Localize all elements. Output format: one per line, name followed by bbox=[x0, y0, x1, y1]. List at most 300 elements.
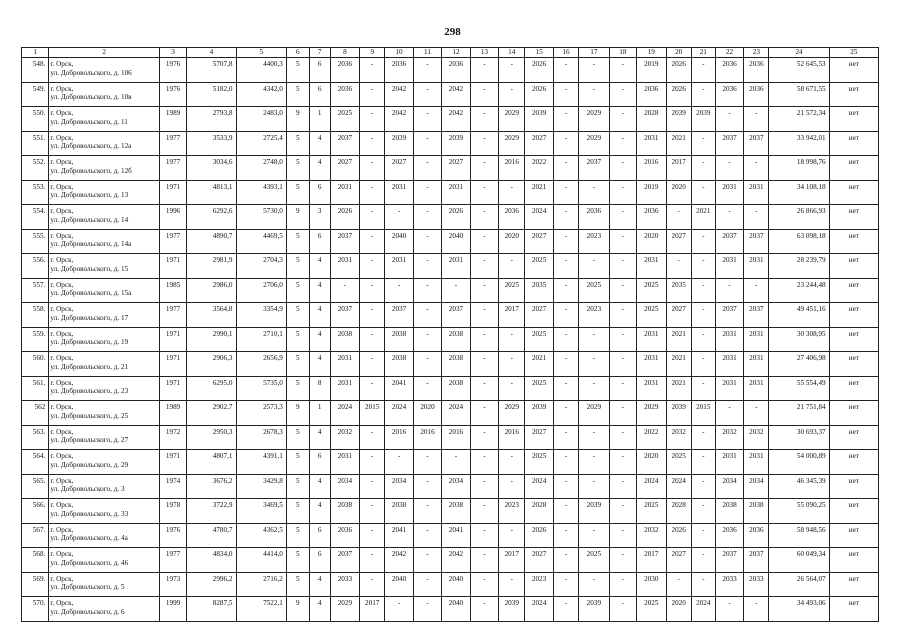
cell-area1: 3533,9 bbox=[187, 131, 236, 156]
cell-c16: - bbox=[553, 548, 578, 573]
cell-c13: - bbox=[470, 376, 498, 401]
cell-c22: 2031 bbox=[715, 352, 743, 377]
cell-c16: - bbox=[553, 401, 578, 426]
cell-num: 551. bbox=[22, 131, 49, 156]
cell-c14: 2029 bbox=[499, 401, 525, 426]
cell-c10: 2027 bbox=[385, 156, 413, 181]
column-number-header: 5 bbox=[236, 48, 286, 58]
cell-c13: - bbox=[470, 58, 498, 83]
cell-c15: 2027 bbox=[525, 131, 553, 156]
cell-c9: - bbox=[360, 425, 385, 450]
cell-c13: - bbox=[470, 229, 498, 254]
cell-entr: 4 bbox=[309, 327, 330, 352]
cell-cost: 58 948,56 bbox=[769, 523, 829, 548]
cell-c23: 2037 bbox=[744, 229, 769, 254]
cell-c16: - bbox=[553, 425, 578, 450]
address-cell bbox=[49, 156, 160, 181]
address-city: г. Орск, bbox=[50, 207, 74, 215]
table-body bbox=[22, 58, 879, 622]
cell-c22: 2032 bbox=[715, 425, 743, 450]
cell-c8: 2038 bbox=[330, 499, 360, 524]
cell-c18: - bbox=[609, 548, 636, 573]
cell-c17: - bbox=[579, 376, 610, 401]
cell-c25: нет bbox=[829, 376, 878, 401]
cell-area2: 4414,0 bbox=[236, 548, 286, 573]
cell-c9: - bbox=[360, 303, 385, 328]
cell-entr: 6 bbox=[309, 548, 330, 573]
address-city: г. Орск, bbox=[50, 525, 74, 534]
address-cell bbox=[49, 205, 160, 230]
cell-area1: 5182,0 bbox=[187, 82, 236, 107]
cell-c14: - bbox=[499, 572, 525, 597]
table-row bbox=[22, 523, 879, 548]
cell-entr: 6 bbox=[309, 58, 330, 83]
table-row bbox=[22, 450, 879, 475]
cell-c8: 2025 bbox=[330, 107, 360, 132]
cell-c22: 2037 bbox=[715, 548, 743, 573]
cell-c25: нет bbox=[829, 205, 878, 230]
cell-c14: - bbox=[499, 180, 525, 205]
cell-c17: 2023 bbox=[579, 229, 610, 254]
cell-c25: нет bbox=[829, 450, 878, 475]
cell-cost: 34 493,06 bbox=[769, 597, 829, 622]
cell-c19: 2031 bbox=[637, 352, 667, 377]
cell-c21: - bbox=[691, 376, 715, 401]
cell-cost: 21 572,34 bbox=[769, 107, 829, 132]
table-row bbox=[22, 58, 879, 83]
cell-c16: - bbox=[553, 327, 578, 352]
cell-c14: 2025 bbox=[499, 278, 525, 303]
cell-area2: 2710,1 bbox=[236, 327, 286, 352]
cell-c25: нет bbox=[829, 572, 878, 597]
cell-c25: нет bbox=[829, 474, 878, 499]
address-street: ул. Добровольского, д. 12а bbox=[50, 142, 132, 150]
cell-floors: 5 bbox=[286, 376, 309, 401]
cell-c16: - bbox=[553, 205, 578, 230]
cell-c11: - bbox=[413, 572, 441, 597]
cell-year: 1977 bbox=[159, 229, 186, 254]
cell-entr: 6 bbox=[309, 229, 330, 254]
cell-c9: - bbox=[360, 499, 385, 524]
cell-entr: 4 bbox=[309, 278, 330, 303]
cell-c17: 2036 bbox=[579, 205, 610, 230]
cell-c13: - bbox=[470, 82, 498, 107]
cell-c12: 2031 bbox=[442, 254, 470, 279]
cell-area1: 2793,8 bbox=[187, 107, 236, 132]
cell-c19: 2016 bbox=[637, 156, 667, 181]
cell-c25: нет bbox=[829, 58, 878, 83]
table-row bbox=[22, 499, 879, 524]
cell-c22: 2037 bbox=[715, 131, 743, 156]
cell-c22: - bbox=[715, 156, 743, 181]
cell-c13: - bbox=[470, 131, 498, 156]
cell-c15: 2021 bbox=[525, 180, 553, 205]
cell-c12: 2040 bbox=[442, 229, 470, 254]
cell-c8: 2029 bbox=[330, 597, 360, 622]
cell-c20: 2028 bbox=[666, 499, 691, 524]
cell-c18: - bbox=[609, 523, 636, 548]
cell-c18: - bbox=[609, 572, 636, 597]
cell-c15: 2024 bbox=[525, 474, 553, 499]
cell-c18: - bbox=[609, 499, 636, 524]
cell-entr: 1 bbox=[309, 401, 330, 426]
cell-area2: 4391,1 bbox=[236, 450, 286, 475]
cell-c20: 2027 bbox=[666, 229, 691, 254]
column-number-header: 1 bbox=[22, 48, 49, 58]
cell-cost: 46 345,39 bbox=[769, 474, 829, 499]
cell-c17: - bbox=[579, 352, 610, 377]
cell-c22: - bbox=[715, 401, 743, 426]
cell-c8: 2036 bbox=[330, 58, 360, 83]
address-cell bbox=[49, 401, 160, 426]
cell-c9: - bbox=[360, 278, 385, 303]
cell-num: 570. bbox=[22, 597, 49, 622]
cell-c11: - bbox=[413, 327, 441, 352]
cell-c22: 2038 bbox=[715, 499, 743, 524]
cell-c25: нет bbox=[829, 131, 878, 156]
column-number-header: 14 bbox=[499, 48, 525, 58]
cell-area1: 3722,9 bbox=[187, 499, 236, 524]
table-row bbox=[22, 229, 879, 254]
column-number-header: 19 bbox=[637, 48, 667, 58]
column-number-header: 4 bbox=[187, 48, 236, 58]
cell-floors: 5 bbox=[286, 572, 309, 597]
cell-c22: 2031 bbox=[715, 180, 743, 205]
cell-c15: 2024 bbox=[525, 597, 553, 622]
cell-c21: - bbox=[691, 254, 715, 279]
address-street: ул. Добровольского, д. 4а bbox=[50, 534, 128, 542]
cell-entr: 6 bbox=[309, 450, 330, 475]
cell-c12: 2027 bbox=[442, 156, 470, 181]
cell-c17: 2023 bbox=[579, 303, 610, 328]
cell-area2: 5735,0 bbox=[236, 376, 286, 401]
cell-c14: - bbox=[499, 254, 525, 279]
cell-c25: нет bbox=[829, 548, 878, 573]
cell-c23: 2033 bbox=[744, 572, 769, 597]
cell-cost: 54 000,89 bbox=[769, 450, 829, 475]
cell-c21: - bbox=[691, 523, 715, 548]
address-cell bbox=[49, 352, 160, 377]
cell-c19: 2025 bbox=[637, 499, 667, 524]
cell-area2: 3429,8 bbox=[236, 474, 286, 499]
cell-c25: нет bbox=[829, 327, 878, 352]
cell-c20: 2027 bbox=[666, 548, 691, 573]
cell-c9: - bbox=[360, 58, 385, 83]
address-city: г. Орск, bbox=[50, 84, 74, 93]
table-row bbox=[22, 131, 879, 156]
cell-c16: - bbox=[553, 474, 578, 499]
address-street: ул. Добровольского, д. 27 bbox=[50, 436, 129, 444]
address-city: г. Орск, bbox=[50, 305, 74, 313]
cell-num: 562 bbox=[22, 401, 49, 426]
cell-c10: 2039 bbox=[385, 131, 413, 156]
cell-c15: 2039 bbox=[525, 401, 553, 426]
table-row bbox=[22, 572, 879, 597]
cell-c15: 2022 bbox=[525, 156, 553, 181]
cell-c19: 2020 bbox=[637, 450, 667, 475]
cell-c16: - bbox=[553, 597, 578, 622]
cell-c23: - bbox=[744, 205, 769, 230]
cell-c8: 2037 bbox=[330, 303, 360, 328]
cell-c14: 2029 bbox=[499, 131, 525, 156]
cell-c16: - bbox=[553, 58, 578, 83]
cell-c11: - bbox=[413, 303, 441, 328]
address-street: ул. Добровольского, д. 13 bbox=[50, 191, 129, 199]
cell-c13: - bbox=[470, 548, 498, 573]
address-street: ул. Добровольского, д. 3 bbox=[50, 485, 125, 493]
cell-c20: 2026 bbox=[666, 523, 691, 548]
cell-area1: 4807,1 bbox=[187, 450, 236, 475]
column-number-header: 18 bbox=[609, 48, 636, 58]
cell-num: 564. bbox=[22, 450, 49, 475]
address-city: г. Орск, bbox=[50, 476, 74, 485]
table-row bbox=[22, 254, 879, 279]
cell-cost: 26 866,93 bbox=[769, 205, 829, 230]
cell-year: 1976 bbox=[159, 82, 186, 107]
table-row bbox=[22, 180, 879, 205]
cell-c17: - bbox=[579, 474, 610, 499]
cell-num: 565. bbox=[22, 474, 49, 499]
cell-c13: - bbox=[470, 352, 498, 377]
address-cell bbox=[49, 450, 160, 475]
cell-c9: - bbox=[360, 229, 385, 254]
cell-c23: 2038 bbox=[744, 499, 769, 524]
cell-year: 1971 bbox=[159, 450, 186, 475]
cell-cost: 33 942,01 bbox=[769, 131, 829, 156]
cell-c12: - bbox=[442, 278, 470, 303]
cell-c17: - bbox=[579, 450, 610, 475]
cell-floors: 5 bbox=[286, 229, 309, 254]
cell-c25: нет bbox=[829, 425, 878, 450]
cell-c23: 2031 bbox=[744, 327, 769, 352]
cell-num: 568. bbox=[22, 548, 49, 573]
address-street: ул. Добровольского, д. 46 bbox=[50, 558, 129, 567]
address-cell bbox=[49, 131, 160, 156]
address-city: г. Орск, bbox=[50, 574, 74, 583]
cell-cost: 30 308,95 bbox=[769, 327, 829, 352]
cell-c22: 2033 bbox=[715, 572, 743, 597]
cell-c17: 2029 bbox=[579, 107, 610, 132]
cell-c13: - bbox=[470, 425, 498, 450]
cell-entr: 4 bbox=[309, 474, 330, 499]
cell-c15: 2021 bbox=[525, 352, 553, 377]
cell-year: 1978 bbox=[159, 499, 186, 524]
cell-area2: 2748,0 bbox=[236, 156, 286, 181]
address-city: г. Орск, bbox=[50, 599, 74, 607]
cell-c10: 2024 bbox=[385, 401, 413, 426]
column-number-header: 3 bbox=[159, 48, 186, 58]
cell-c16: - bbox=[553, 156, 578, 181]
cell-year: 1971 bbox=[159, 327, 186, 352]
cell-c11: - bbox=[413, 499, 441, 524]
table-row bbox=[22, 352, 879, 377]
cell-c12: 2039 bbox=[442, 131, 470, 156]
cell-c18: - bbox=[609, 303, 636, 328]
cell-c18: - bbox=[609, 450, 636, 475]
cell-c21: - bbox=[691, 180, 715, 205]
address-city: г. Орск, bbox=[50, 60, 74, 68]
address-cell bbox=[49, 229, 160, 254]
cell-year: 1971 bbox=[159, 352, 186, 377]
cell-c15: 2023 bbox=[525, 572, 553, 597]
cell-num: 558. bbox=[22, 303, 49, 328]
cell-c22: 2031 bbox=[715, 376, 743, 401]
cell-num: 559. bbox=[22, 327, 49, 352]
cell-c8: 2037 bbox=[330, 229, 360, 254]
cell-c25: нет bbox=[829, 254, 878, 279]
cell-year: 1971 bbox=[159, 376, 186, 401]
cell-c8: 2031 bbox=[330, 352, 360, 377]
address-city: г. Орск, bbox=[50, 550, 74, 558]
cell-c18: - bbox=[609, 180, 636, 205]
cell-entr: 4 bbox=[309, 597, 330, 622]
cell-c12: 2038 bbox=[442, 376, 470, 401]
cell-c17: - bbox=[579, 82, 610, 107]
cell-floors: 5 bbox=[286, 548, 309, 573]
cell-c15: 2025 bbox=[525, 254, 553, 279]
address-city: г. Орск, bbox=[50, 256, 74, 264]
cell-c18: - bbox=[609, 597, 636, 622]
cell-floors: 5 bbox=[286, 82, 309, 107]
cell-c20: 2021 bbox=[666, 352, 691, 377]
cell-c9: - bbox=[360, 205, 385, 230]
cell-c11: - bbox=[413, 180, 441, 205]
cell-c11: - bbox=[413, 58, 441, 83]
cell-c9: 2015 bbox=[360, 401, 385, 426]
cell-c18: - bbox=[609, 107, 636, 132]
cell-year: 1976 bbox=[159, 523, 186, 548]
column-number-row bbox=[22, 48, 879, 58]
cell-area2: 2656,9 bbox=[236, 352, 286, 377]
address-cell bbox=[49, 303, 160, 328]
cell-year: 1974 bbox=[159, 474, 186, 499]
cell-c25: нет bbox=[829, 523, 878, 548]
address-street: ул. Добровольского, д. 23 bbox=[50, 387, 129, 395]
column-number-header: 25 bbox=[829, 48, 878, 58]
cell-c11: - bbox=[413, 474, 441, 499]
cell-c22: 2031 bbox=[715, 254, 743, 279]
address-city: г. Орск, bbox=[50, 280, 74, 289]
housing-registry-table bbox=[21, 47, 879, 622]
cell-num: 563. bbox=[22, 425, 49, 450]
cell-num: 554. bbox=[22, 205, 49, 230]
cell-c19: 2030 bbox=[637, 572, 667, 597]
cell-c11: - bbox=[413, 597, 441, 622]
cell-floors: 5 bbox=[286, 254, 309, 279]
cell-year: 1977 bbox=[159, 303, 186, 328]
cell-c11: - bbox=[413, 376, 441, 401]
cell-entr: 8 bbox=[309, 376, 330, 401]
cell-c25: нет bbox=[829, 156, 878, 181]
cell-c9: - bbox=[360, 474, 385, 499]
cell-cost: 21 751,84 bbox=[769, 401, 829, 426]
address-city: г. Орск, bbox=[50, 501, 74, 509]
cell-c17: 2039 bbox=[579, 597, 610, 622]
cell-c21: - bbox=[691, 58, 715, 83]
address-cell bbox=[49, 327, 160, 352]
cell-c23: 2036 bbox=[744, 523, 769, 548]
cell-c10: 2036 bbox=[385, 58, 413, 83]
cell-c22: - bbox=[715, 205, 743, 230]
cell-c8: 2037 bbox=[330, 548, 360, 573]
cell-year: 1985 bbox=[159, 278, 186, 303]
address-street: ул. Добровольского, д. 106 bbox=[50, 68, 132, 77]
cell-area2: 2706,0 bbox=[236, 278, 286, 303]
cell-c15: 2027 bbox=[525, 229, 553, 254]
cell-area2: 4393,1 bbox=[236, 180, 286, 205]
cell-c11: - bbox=[413, 352, 441, 377]
cell-year: 1972 bbox=[159, 425, 186, 450]
address-cell bbox=[49, 572, 160, 597]
column-number-header: 24 bbox=[769, 48, 829, 58]
cell-c9: - bbox=[360, 107, 385, 132]
cell-area1: 2902,7 bbox=[187, 401, 236, 426]
cell-c22: 2037 bbox=[715, 303, 743, 328]
cell-c13: - bbox=[470, 180, 498, 205]
cell-c14: 2016 bbox=[499, 425, 525, 450]
cell-c23: - bbox=[744, 401, 769, 426]
cell-c22: 2037 bbox=[715, 229, 743, 254]
address-street: ул. Добровольского, д. 14 bbox=[50, 215, 129, 224]
cell-c12: 2042 bbox=[442, 82, 470, 107]
cell-area1: 3034,6 bbox=[187, 156, 236, 181]
cell-c19: 2022 bbox=[637, 425, 667, 450]
cell-c25: нет bbox=[829, 180, 878, 205]
cell-c17: 2039 bbox=[579, 499, 610, 524]
cell-c12: 2042 bbox=[442, 107, 470, 132]
table-row bbox=[22, 278, 879, 303]
cell-c12: 2042 bbox=[442, 548, 470, 573]
cell-floors: 5 bbox=[286, 450, 309, 475]
cell-area1: 3564,8 bbox=[187, 303, 236, 328]
cell-c8: 2034 bbox=[330, 474, 360, 499]
cell-year: 1976 bbox=[159, 58, 186, 83]
cell-c18: - bbox=[609, 82, 636, 107]
cell-c8: 2036 bbox=[330, 523, 360, 548]
address-street: ул. Добровольского, д. 14а bbox=[50, 240, 132, 248]
cell-c19: 2019 bbox=[637, 180, 667, 205]
cell-area2: 3354,9 bbox=[236, 303, 286, 328]
cell-cost: 55 090,25 bbox=[769, 499, 829, 524]
address-city: г. Орск, bbox=[50, 329, 74, 338]
cell-floors: 5 bbox=[286, 352, 309, 377]
cell-c12: 2034 bbox=[442, 474, 470, 499]
column-number-header: 15 bbox=[525, 48, 553, 58]
cell-c9: - bbox=[360, 572, 385, 597]
cell-c21: - bbox=[691, 450, 715, 475]
address-city: г. Орск, bbox=[50, 403, 74, 411]
table-row bbox=[22, 474, 879, 499]
cell-c10: 2016 bbox=[385, 425, 413, 450]
cell-c12: 2040 bbox=[442, 572, 470, 597]
table-row bbox=[22, 376, 879, 401]
cell-c20: 2017 bbox=[666, 156, 691, 181]
cell-c25: нет bbox=[829, 107, 878, 132]
cell-c17: - bbox=[579, 327, 610, 352]
cell-c12: 2024 bbox=[442, 401, 470, 426]
cell-c11: - bbox=[413, 131, 441, 156]
cell-c14: 2039 bbox=[499, 597, 525, 622]
cell-area1: 2990,1 bbox=[187, 327, 236, 352]
cell-c21: - bbox=[691, 303, 715, 328]
cell-c9: - bbox=[360, 254, 385, 279]
cell-num: 556. bbox=[22, 254, 49, 279]
cell-c9: - bbox=[360, 523, 385, 548]
cell-area2: 4469,5 bbox=[236, 229, 286, 254]
address-city: г. Орск, bbox=[50, 158, 74, 166]
cell-c20: 2039 bbox=[666, 401, 691, 426]
cell-c14: - bbox=[499, 450, 525, 475]
